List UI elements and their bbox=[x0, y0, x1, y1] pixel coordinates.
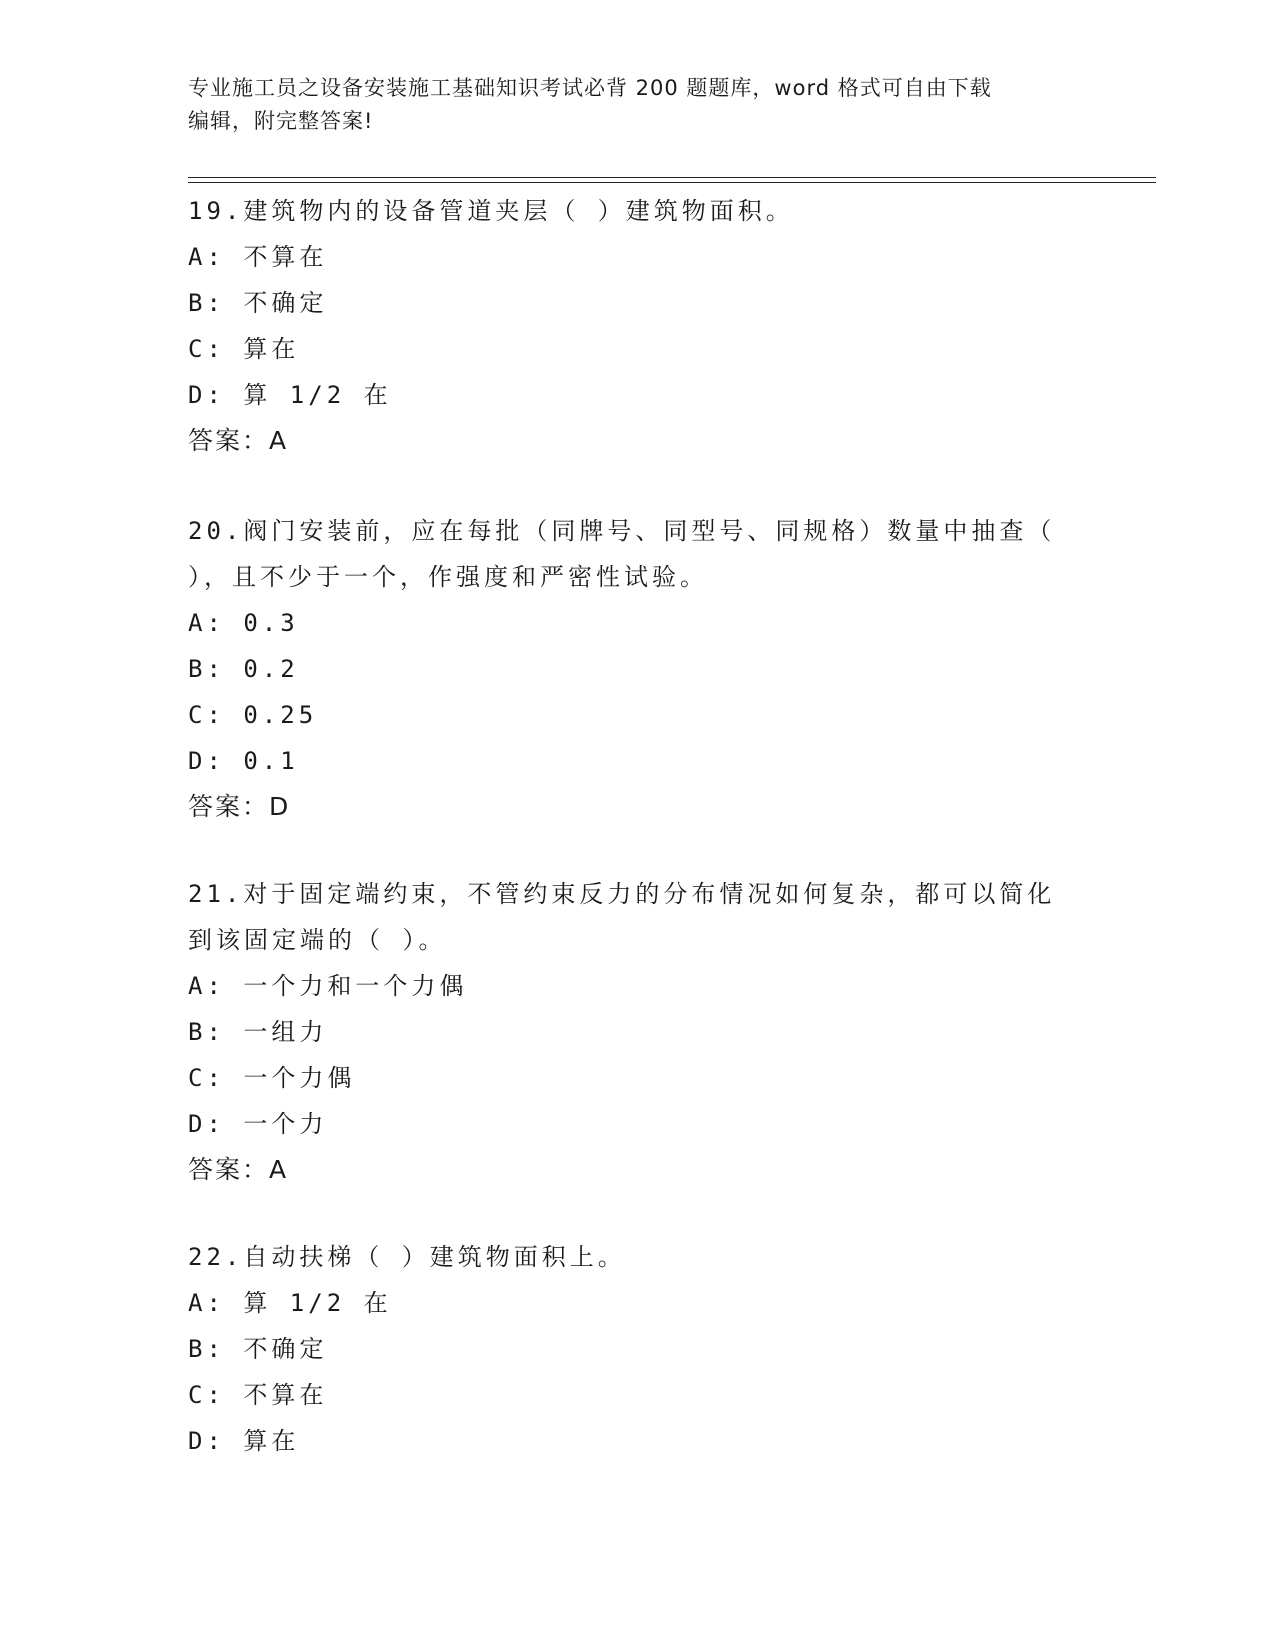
option-b: B: 0.2 bbox=[188, 655, 299, 683]
header-line-1: 专业施工员之设备安装施工基础知识考试必背 200 题题库，word 格式可自由下载 bbox=[188, 76, 992, 100]
header-line-2: 编辑，附完整答案! bbox=[188, 109, 374, 133]
option-d: D: 0.1 bbox=[188, 747, 299, 775]
option-a: A: 不算在 bbox=[188, 243, 328, 271]
question-stem: 22.自动扶梯（ ）建筑物面积上。 bbox=[188, 1243, 626, 1271]
question-stem: 19.建筑物内的设备管道夹层（ ）建筑物面积。 bbox=[188, 197, 794, 225]
answer: 答案：D bbox=[188, 792, 291, 821]
option-c: C: 算在 bbox=[188, 335, 300, 363]
question-stem-line-2: ），且不少于一个，作强度和严密性试验。 bbox=[188, 563, 708, 591]
option-d: D: 算 1/2 在 bbox=[188, 381, 392, 409]
option-a: A: 算 1/2 在 bbox=[188, 1289, 392, 1317]
option-b: B: 一组力 bbox=[188, 1018, 328, 1046]
header-divider-bottom bbox=[188, 182, 1156, 183]
page-header bbox=[188, 72, 1088, 138]
option-b: B: 不确定 bbox=[188, 1335, 328, 1363]
header-divider-top bbox=[188, 177, 1156, 178]
option-b: B: 不确定 bbox=[188, 289, 328, 317]
option-c: C: 不算在 bbox=[188, 1381, 328, 1409]
option-c: C: 0.25 bbox=[188, 701, 318, 729]
option-a: A: 一个力和一个力偶 bbox=[188, 972, 468, 1000]
option-d: D: 一个力 bbox=[188, 1110, 328, 1138]
question-20 bbox=[188, 508, 1088, 830]
question-stem-line-1: 20.阀门安装前，应在每批（同牌号、同型号、同规格）数量中抽查（ bbox=[188, 517, 1056, 545]
option-d: D: 算在 bbox=[188, 1427, 300, 1455]
question-stem-line-2: 到该固定端的（ ）。 bbox=[188, 926, 447, 954]
answer: 答案：A bbox=[188, 1155, 289, 1184]
question-21 bbox=[188, 871, 1088, 1193]
option-a: A: 0.3 bbox=[188, 609, 299, 637]
answer: 答案：A bbox=[188, 426, 289, 455]
question-stem-line-1: 21.对于固定端约束，不管约束反力的分布情况如何复杂，都可以简化 bbox=[188, 880, 1056, 908]
question-22 bbox=[188, 1234, 1088, 1464]
question-19 bbox=[188, 188, 1088, 464]
option-c: C: 一个力偶 bbox=[188, 1064, 356, 1092]
